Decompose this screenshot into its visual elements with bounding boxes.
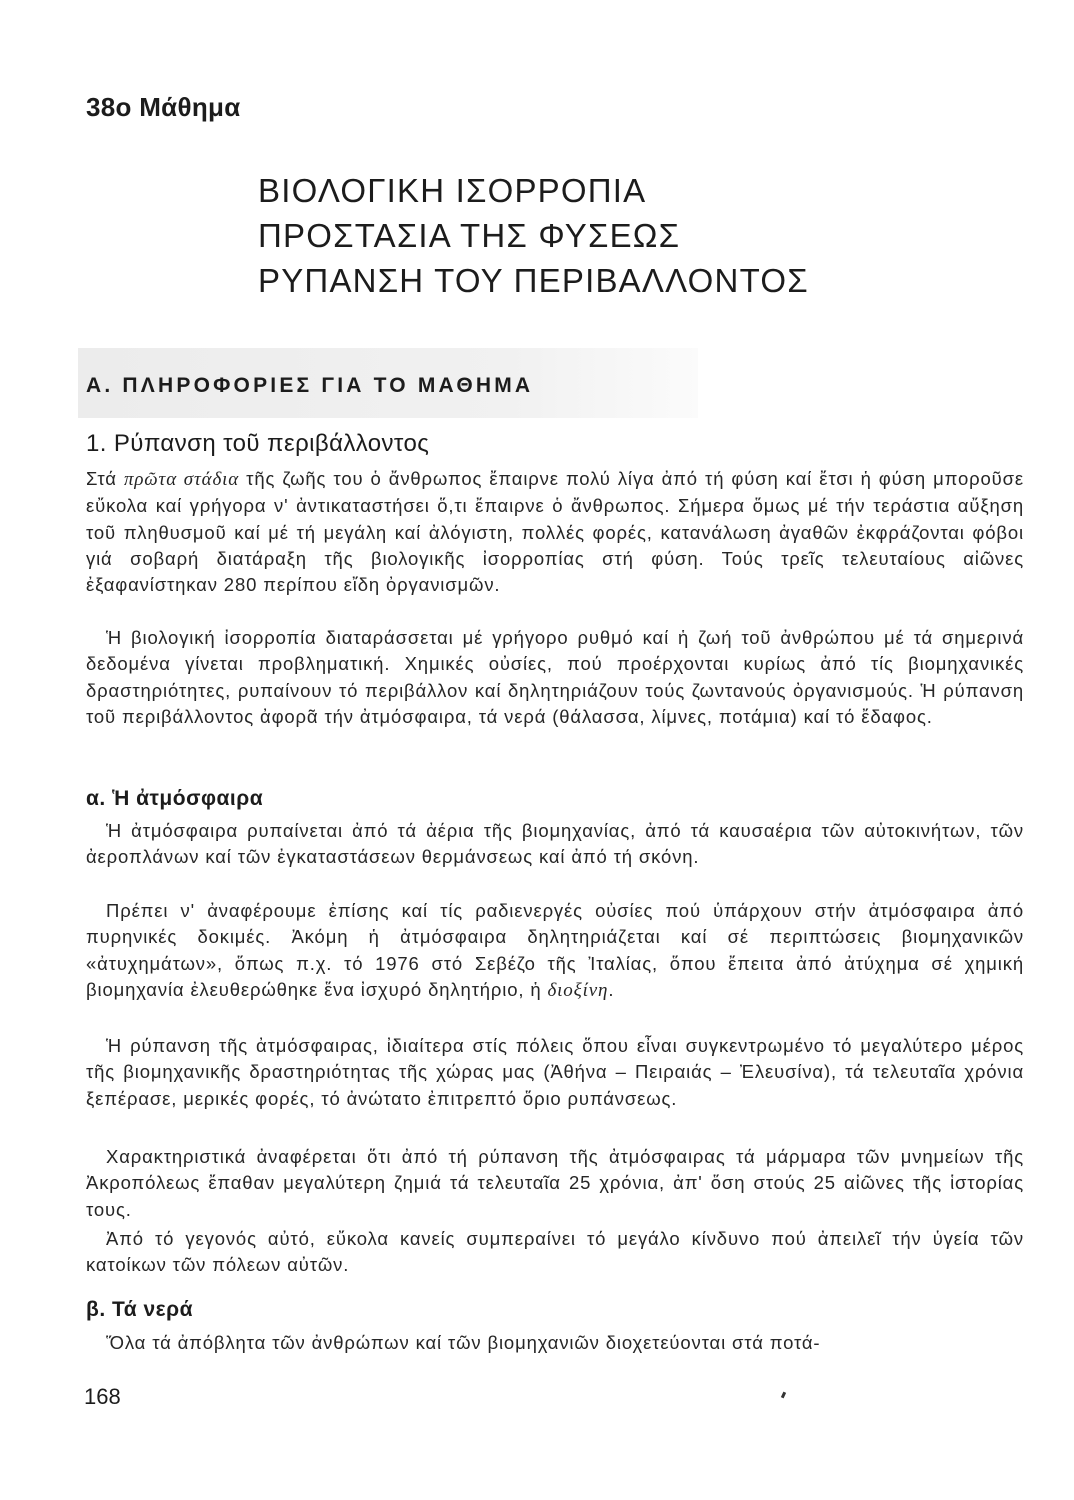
title-block <box>258 168 809 303</box>
paragraph-5: Ἡ ρύπανση τῆς ἀτμόσφαιρας, ἰδιαίτερα στίς πόλεις ὅπου εἶναι συγκεντρωμένο τό μεγαλύτερο μέρος τῆς βιομηχανικῆς δραστηριότητας τῆς χώρας μας (Ἀθήνα – Πειραιάς – Ἐλευσίνα), τά τελευταῖα χρόνια ξεπέρασε, μερικές φορές, τό ἀνώτατο ἐπιτρεπτό ὅριο ρυπάνσεως. <box>86 1035 1024 1109</box>
section-heading: Α. ΠΛΗΡΟΦΟΡΙΕΣ ΓΙΑ ΤΟ ΜΑΘΗΜΑ <box>86 374 534 397</box>
paragraph-3: Ἡ ἀτμόσφαιρα ρυπαίνεται ἀπό τά ἀέρια τῆς βιομηχανίας, ἀπό τά καυσαέρια τῶν αὐτοκινήτων, τῶν ἀεροπλάνων καί τῶν ἐγκαταστάσεων θερμάνσεως καί ἀπό τή σκόνη. <box>86 820 1024 868</box>
subsection-heading-1: 1. Ρύπανση τοῦ περιβάλλοντος <box>86 430 430 457</box>
heading-atmosphere: α. Ἡ ἀτμόσφαιρα <box>86 787 264 810</box>
paragraph-2: Ἡ βιολογική ἰσορροπία διαταράσσεται μέ γρήγορο ρυθμό καί ἡ ζωή τοῦ ἀνθρώπου μέ τά σημερινά δεδομένα γίνεται προβληματική. Χημικές οὐσίες, πού προέρχονται κυρίως ἀπό τίς βιομηχανικές δραστηριότητες, ρυπαίνουν τό περιβάλλον καί δηλητηριάζουν τούς ζωντανούς ὀργανισμούς. Ἡ ρύπανση τοῦ περιβάλλοντος ἀφορᾶ τήν ἀτμόσφαιρα, τά νερά (θάλασσα, λίμνες, ποτάμια) καί τό ἔδαφος. <box>86 627 1024 727</box>
title-line-3: ΡΥΠΑΝΣΗ ΤΟΥ ΠΕΡΙΒΑΛΛΟΝΤΟΣ <box>258 262 809 299</box>
lesson-label: 38ο Μάθημα <box>86 92 241 122</box>
heading-waters: β. Τά νερά <box>86 1298 194 1321</box>
paragraph-4-text: Πρέπει ν' ἀναφέρουμε ἐπίσης καί τίς ραδιενεργές οὐσίες πού ὑπάρχουν στήν ἀτμόσφαιρα ἀπό πυρηνικές δοκιμές. Ἀκόμη ἡ ἀτμόσφαιρα δηλητηριάζεται καί σέ περιπτώσεις βιομηχανικῶν «ἀτυχημάτων», ὅπως π.χ. τό 1976 στό Σεβέζο τῆς Ἰταλίας, ὅπου ἔπειτα ἀπό ἀτύχημα σέ χημική βιομηχανία ἐλευθερώθηκε ἕνα ἰσχυρό δηλητήριο, ἡ <box>86 900 1024 1000</box>
page-number: 168 <box>84 1384 121 1409</box>
title-line-2: ΠΡΟΣΤΑΣΙΑ ΤΗΣ ΦΥΣΕΩΣ <box>258 217 681 254</box>
paragraph-1-start: Στά <box>86 468 124 489</box>
paragraph-4-emphasis: διοξίνη <box>547 979 609 1001</box>
paragraph-4 <box>86 898 1024 1004</box>
paragraph-1-emphasis: πρῶτα στάδια <box>123 469 240 490</box>
print-mark <box>781 1392 786 1399</box>
paragraph-1 <box>86 466 1024 598</box>
title-line-1: ΒΙΟΛΟΓΙΚΗ ΙΣΟΡΡΟΠΙΑ <box>258 172 647 209</box>
paragraph-6: Χαρακτηριστικά ἀναφέρεται ὅτι ἀπό τή ρύπανση τῆς ἀτμόσφαιρας τά μάρμαρα τῶν μνημείων τῆς Ἀκροπόλεως ἔπαθαν μεγαλύτερη ζημιά τά τελευταῖα 25 χρόνια, ἀπ' ὅση στούς 25 αἰῶνες τῆς ἱστορίας τους. <box>86 1146 1024 1220</box>
paragraph-7: Ἀπό τό γεγονός αὐτό, εὔκολα κανείς συμπεραίνει τό μεγάλο κίνδυνο πού ἀπειλεῖ τήν ὑγεία τῶν κατοίκων τῶν πόλεων αὐτῶν. <box>86 1228 1024 1276</box>
paragraph-8: Ὅλα τά ἀπόβλητα τῶν ἀνθρώπων καί τῶν βιομηχανιῶν διοχετεύονται στά ποτά- <box>106 1332 821 1353</box>
paragraph-1-rest: τῆς ζωῆς του ὁ ἄνθρωπος ἔπαιρνε πολύ λίγα ἀπό τή φύση καί ἔτσι ἡ φύση μποροῦσε εὔκολα καί γρήγορα ν' ἀντικαταστήσει ὅ,τι ἔπαιρνε ὁ ἄνθρωπος. Σήμερα ὅμως μέ τήν τεράστια αὔξηση τοῦ πληθυσμοῦ καί μέ τή μεγάλη καί ἀλόγιστη, πολλές φορές, κατανάλωση ἀγαθῶν ἐκφράζονται φόβοι γιά σοβαρή διατάραξη τῆς βιολογικῆς ἰσορροπίας στή φύση. Τούς τρεῖς τελευταίους αἰῶνες ἐξαφανίστηκαν 280 περίπου εἴδη ὀργανισμῶν. <box>86 468 1024 596</box>
paragraph-4-end: . <box>608 978 615 1000</box>
